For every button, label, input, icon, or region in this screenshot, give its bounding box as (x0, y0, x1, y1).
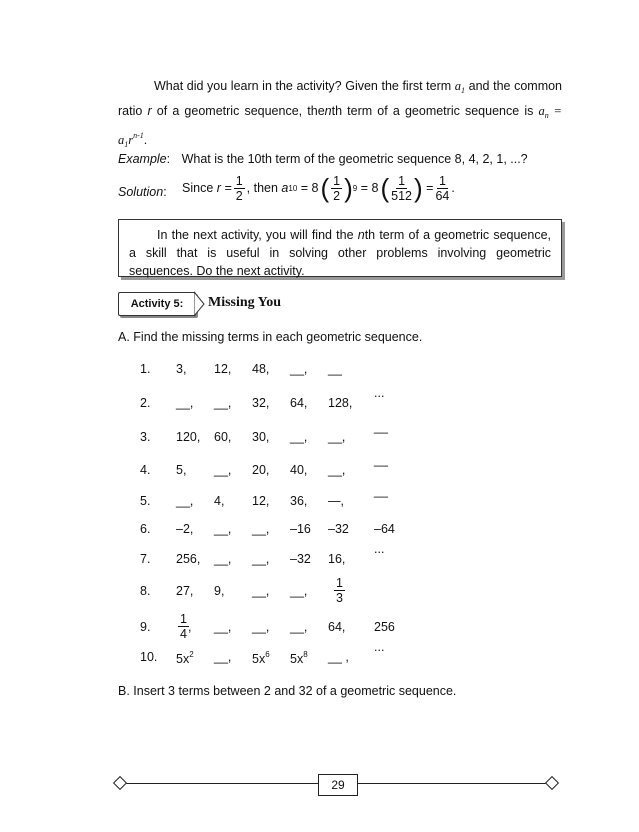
right-diamond-icon (545, 776, 559, 790)
sequence-term: ... (374, 542, 385, 556)
sequence-term: –64 (374, 522, 395, 536)
solution-equation: Since r = $\frac{1}{2}$ , then a 10 = 8 ( $\frac{1}{2}$ ) 9 = 8 ( $\frac{1}{512}$ ) = $\frac{1}{64}$ . (182, 172, 455, 203)
row-number: 1. (140, 362, 151, 376)
sequence-term: 48, (252, 362, 270, 376)
sequence-term: –16 (290, 522, 311, 536)
sequence-term: 60, (214, 430, 232, 444)
sequence-term: __ (374, 484, 388, 498)
row-number: 3. (140, 430, 151, 444)
sequence-term: __, (252, 620, 270, 634)
sequence-term: __, (252, 552, 270, 566)
sequence-term: __, (328, 463, 346, 477)
sequence-term: 64, (328, 620, 346, 634)
row-number: 2. (140, 396, 151, 410)
row-number: 8. (140, 584, 151, 598)
ratio-fraction: $\frac{1}{2}$ (235, 173, 243, 203)
row-number: 7. (140, 552, 151, 566)
sequence-term: __, (214, 396, 232, 410)
sequence-term: __, (214, 522, 232, 536)
sequence-term: 40, (290, 463, 308, 477)
exponent: 6 (265, 650, 270, 659)
sequence-term: 3, (176, 362, 187, 376)
sequence-term: 5, (176, 463, 187, 477)
left-diamond-icon (113, 776, 127, 790)
intro-text: of a geometric sequence, the (156, 104, 325, 118)
power-fraction: $\frac{1}{2}$ (333, 173, 341, 203)
sequence-term: –2, (176, 522, 194, 536)
sequence-term: 36, (290, 494, 308, 508)
example-text: What is the 10th term of the geometric sequence 8, 4, 2, 1, ...? (181, 152, 528, 166)
row-number: 9. (140, 620, 151, 634)
sequence-term: __ (374, 453, 388, 467)
row-number: 4. (140, 463, 151, 477)
sequence-term: __, (290, 620, 308, 634)
exponent: 8 (303, 650, 308, 659)
example-label: Example (118, 152, 167, 166)
row-number: 10. (140, 650, 158, 664)
n-symbol: n (324, 104, 332, 118)
part-a-instruction: A. Find the missing terms in each geometric sequence. (118, 330, 423, 344)
sequence-term: 128, (328, 396, 353, 410)
intro-text: and the common ratio (118, 79, 563, 118)
activity-badge: Activity 5: (118, 292, 196, 316)
exponent: 2 (189, 650, 194, 659)
sequence-term: 16, (328, 552, 346, 566)
sequence-term: –32 (290, 552, 311, 566)
intro-text: What did you learn in the activity? Given the first term (154, 79, 452, 93)
sequence-term: 256, (176, 552, 201, 566)
sequence-term: __, (290, 362, 308, 376)
sequence-term: $5x^2$ (176, 650, 194, 666)
sequence-term: 30, (252, 430, 270, 444)
sequence-term: 256 (374, 620, 395, 634)
fraction-term: $\frac{1}{3}$ (336, 576, 343, 605)
sequence-term: 9, (214, 584, 225, 598)
activity-title: Missing You (208, 295, 282, 310)
nth-term-formula: $a_n = a_1r^{n-1}$ (118, 104, 562, 149)
sequence-term: __, (176, 494, 194, 508)
note-text: In the next activity, you will find the nth term of a geometric sequence, a skill that is useful in solving other problems involving geometric sequences. Do the next activity. (129, 228, 552, 278)
example-line: Example: What is the 10th term of the geometric sequence 8, 4, 2, 1, ...? (118, 152, 528, 166)
sequence-term: __ (374, 420, 388, 434)
sequence-term: __, (290, 430, 308, 444)
sequence-term: __, (328, 430, 346, 444)
sequence-term: 4, (214, 494, 225, 508)
first-term-symbol: $a_1$ (454, 79, 466, 95)
product-fraction: $\frac{1}{512}$ (391, 173, 412, 203)
part-b-instruction: B. Insert 3 terms between 2 and 32 of a geometric sequence. (118, 684, 457, 698)
sequence-term: __, (214, 463, 232, 477)
sequence-term: 12, (214, 362, 232, 376)
sequence-term: __, (214, 650, 232, 664)
sequence-term: __ , (328, 650, 349, 664)
sequence-term: ... (374, 386, 385, 400)
sequence-term: __, (176, 396, 194, 410)
sequence-term: —, (328, 494, 344, 508)
sequence-term: $5x^8$ (290, 650, 308, 666)
solution-label: Solution: (118, 185, 167, 199)
fraction-term: $\frac{1}{4}$ (180, 612, 187, 641)
sequence-term: 64, (290, 396, 308, 410)
row-number: 5. (140, 494, 151, 508)
sequence-term: __, (214, 620, 232, 634)
sequence-term: __, (214, 552, 232, 566)
sequence-term: , (188, 620, 192, 634)
sequence-term: ... (374, 640, 385, 654)
sequence-term: 12, (252, 494, 270, 508)
sequence-term: __, (252, 522, 270, 536)
sequence-term: 32, (252, 396, 270, 410)
intro-text: th term of a geometric sequence is (331, 104, 534, 118)
sequence-term: –32 (328, 522, 349, 536)
ratio-symbol: r (147, 104, 152, 118)
sequence-term: 20, (252, 463, 270, 477)
sequence-term: $5x^6$ (252, 650, 270, 666)
sequence-term: __, (252, 584, 270, 598)
answer-fraction: $\frac{1}{64}$ (435, 173, 450, 203)
arrow-chevron-icon (194, 291, 206, 317)
intro-paragraph: What did you learn in the activity? Given the first term $a_1$ and the common ratio r of a geometric sequence, thenth term of a geometric sequence is $a_n = a_1r^{n-1}$. (118, 79, 563, 149)
page-number: 29 (318, 774, 358, 796)
row-number: 6. (140, 522, 151, 536)
sequence-term: 27, (176, 584, 194, 598)
sequence-term: 120, (176, 430, 201, 444)
sequence-term: __ (328, 362, 342, 376)
sequence-term: __, (290, 584, 308, 598)
note-box (118, 219, 562, 277)
